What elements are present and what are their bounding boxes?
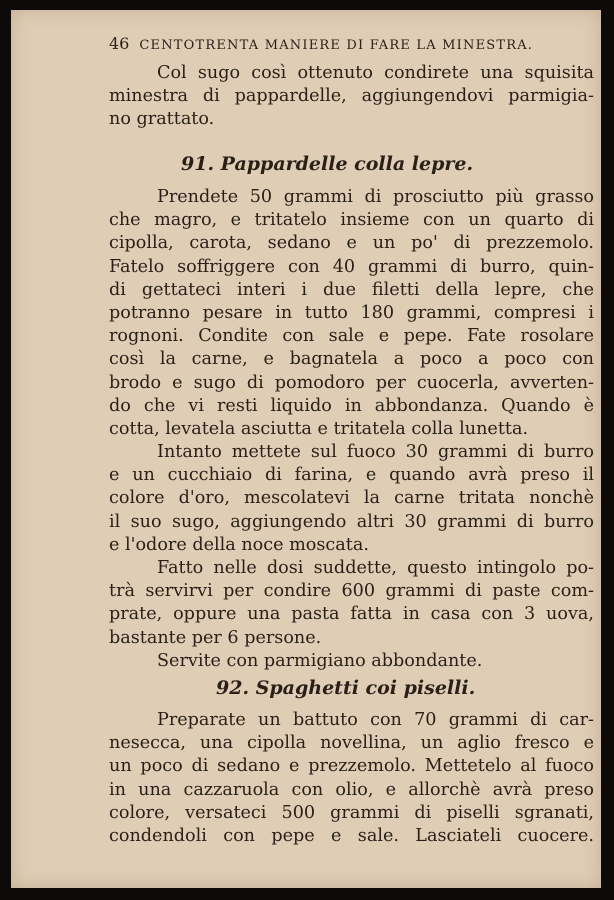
text-line: di gettateci interi i due filetti della lepre, che — [109, 279, 594, 300]
recipe-92-title: 92. Spaghetti coi piselli. — [216, 677, 476, 699]
text-line: potranno pesare in tutto 180 grammi, compresi i — [109, 302, 594, 323]
text-line: Fatto nelle dosi suddette, questo intingolo po- — [157, 558, 594, 578]
book-page — [11, 10, 601, 888]
text-line: nesecca, una cipolla novellina, un aglio fresco e — [109, 733, 594, 754]
running-title: CENTOTRENTA MANIERE DI FARE LA MINESTRA. — [139, 38, 534, 53]
text-line: Col sugo così ottenuto condirete una squisita — [157, 63, 594, 83]
text-line: prate, oppure una pasta fatta in casa con 3 uova, — [109, 604, 594, 625]
text-line: un poco di sedano e prezzemolo. Mettetelo al fuoco — [109, 756, 594, 777]
text-line: e un cucchiaio di farina, e quando avrà preso il — [109, 465, 594, 486]
text-line: il suo sugo, aggiungendo altri 30 grammi di burro — [109, 511, 594, 532]
text-line: bastante per 6 persone. — [109, 627, 322, 648]
text-line: minestra di pappardelle, aggiungendovi parmigia- — [109, 86, 594, 107]
text-line: così la carne, e bagnatela a poco a poco con — [109, 349, 594, 370]
text-line: rognoni. Condite con sale e pepe. Fate rosolare — [109, 326, 594, 347]
text-line: trà servirvi per condire 600 grammi di paste com- — [109, 581, 594, 602]
text-line: condendoli con pepe e sale. Lasciateli cuocere. — [109, 825, 594, 846]
text-line: no grattato. — [109, 109, 215, 130]
text-line: Fatelo soffriggere con 40 grammi di burro, quin- — [109, 256, 594, 277]
page-number: 46 — [109, 34, 130, 53]
text-line: cotta, levatela asciutta e tritatela colla lunetta. — [109, 418, 529, 439]
text-line: Intanto mettete sul fuoco 30 grammi di burro — [157, 442, 594, 463]
text-line: colore, versateci 500 grammi di piselli sgranati, — [109, 802, 594, 823]
text-line: Prendete 50 grammi di prosciutto più grasso — [157, 187, 594, 207]
text-line: e l'odore della noce moscata. — [109, 534, 369, 555]
text-line: cipolla, carota, sedano e un po' di prezzemolo. — [109, 233, 594, 254]
recipe-92-body — [109, 709, 594, 848]
text-line: che magro, e tritatelo insieme con un quarto di — [109, 210, 594, 231]
recipe-91-body — [109, 186, 594, 673]
intro-paragraph — [109, 62, 594, 132]
text-line: colore d'oro, mescolatevi la carne tritata nonchè — [109, 488, 594, 509]
text-line: Preparate un battuto con 70 grammi di car- — [157, 710, 594, 730]
recipe-91-title: 91. Pappardelle colla lepre. — [181, 153, 474, 175]
text-line: brodo e sugo di pomodoro per cuocerla, avverten- — [109, 372, 594, 393]
text-line: in una cazzaruola con olio, e allorchè avrà preso — [109, 779, 594, 800]
text-line: do che vi resti liquido in abbondanza. Quando è — [109, 395, 594, 416]
running-header — [109, 34, 579, 58]
text-line: Servite con parmigiano abbondante. — [157, 650, 483, 671]
